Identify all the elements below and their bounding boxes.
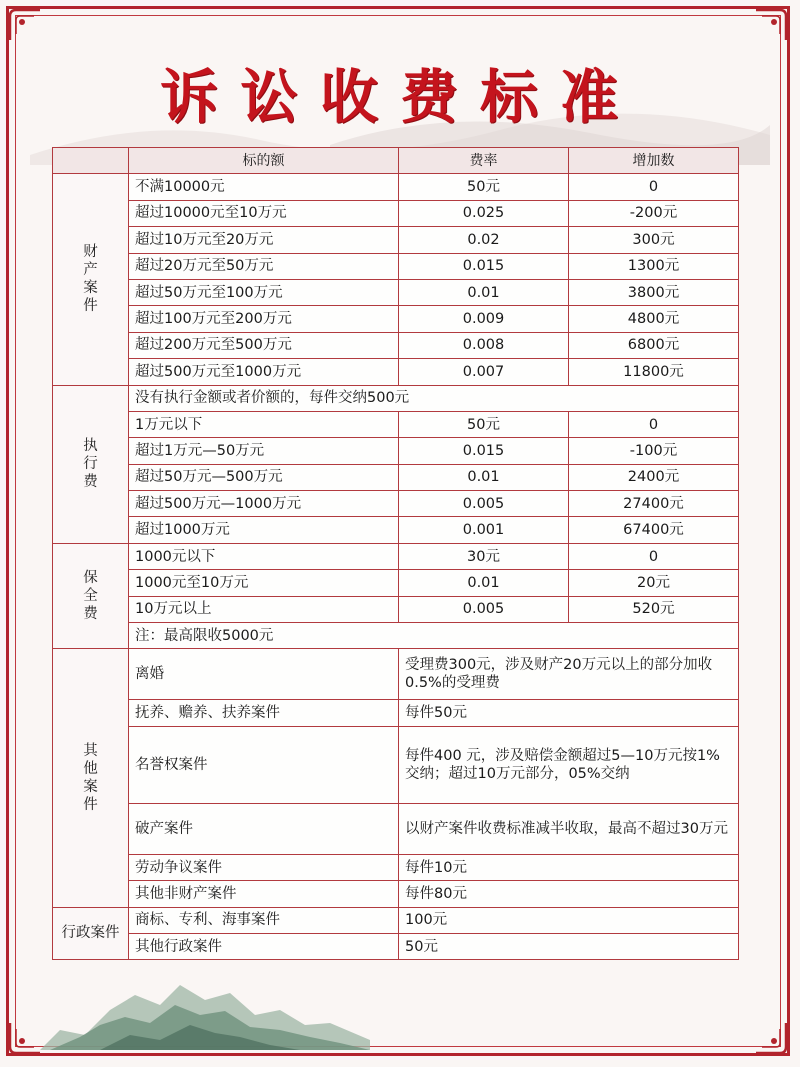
table-row xyxy=(53,933,739,959)
table-row xyxy=(53,543,739,569)
amount-cell: 1000元以下 xyxy=(129,543,399,569)
table-row xyxy=(53,227,739,253)
add-cell: 0 xyxy=(569,174,739,200)
page-title: 诉讼收费标准 xyxy=(159,63,640,131)
add-cell: 520元 xyxy=(569,596,739,622)
corner-ornament-icon xyxy=(8,1021,42,1055)
table-header-row xyxy=(53,148,739,174)
header-amount: 标的额 xyxy=(129,148,399,174)
table-row xyxy=(53,306,739,332)
amount-cell: 超过10000元至10万元 xyxy=(129,200,399,226)
rate-cell: 0.009 xyxy=(399,306,569,332)
case-type-cell: 抚养、赡养、扶养案件 xyxy=(129,700,399,726)
fee-table xyxy=(52,147,739,960)
rate-cell: 0.005 xyxy=(399,491,569,517)
add-cell: 11800元 xyxy=(569,359,739,385)
amount-cell: 超过20万元至50万元 xyxy=(129,253,399,279)
case-type-cell: 劳动争议案件 xyxy=(129,854,399,880)
category-execution: 执行费 xyxy=(53,385,129,543)
category-property: 财产案件 xyxy=(53,174,129,385)
table-row xyxy=(53,649,739,700)
rate-cell: 0.008 xyxy=(399,332,569,358)
table-row xyxy=(53,623,739,649)
table-row xyxy=(53,854,739,880)
case-type-cell: 其他行政案件 xyxy=(129,933,399,959)
rate-cell: 0.025 xyxy=(399,200,569,226)
amount-cell: 超过500万元至1000万元 xyxy=(129,359,399,385)
add-cell: -200元 xyxy=(569,200,739,226)
add-cell: 6800元 xyxy=(569,332,739,358)
amount-cell: 超过100万元至200万元 xyxy=(129,306,399,332)
rate-cell: 0.005 xyxy=(399,596,569,622)
case-fee-cell: 每件10元 xyxy=(399,854,739,880)
rate-cell: 0.01 xyxy=(399,570,569,596)
add-cell: -100元 xyxy=(569,438,739,464)
add-cell: 3800元 xyxy=(569,279,739,305)
execution-note: 没有执行金额或者价额的，每件交纳500元 xyxy=(129,385,739,411)
rate-cell: 0.01 xyxy=(399,464,569,490)
add-cell: 2400元 xyxy=(569,464,739,490)
corner-ornament-icon xyxy=(754,8,788,42)
table-row xyxy=(53,881,739,907)
table-row xyxy=(53,385,739,411)
case-type-cell: 离婚 xyxy=(129,649,399,700)
add-cell: 0 xyxy=(569,411,739,437)
table-row xyxy=(53,803,739,854)
add-cell: 4800元 xyxy=(569,306,739,332)
amount-cell: 不满10000元 xyxy=(129,174,399,200)
table-row xyxy=(53,279,739,305)
header-category xyxy=(53,148,129,174)
case-type-cell: 名誉权案件 xyxy=(129,726,399,803)
rate-cell: 0.007 xyxy=(399,359,569,385)
table-row xyxy=(53,438,739,464)
rate-cell: 0.015 xyxy=(399,253,569,279)
amount-cell: 1000元至10万元 xyxy=(129,570,399,596)
case-fee-cell: 100元 xyxy=(399,907,739,933)
rate-cell: 0.001 xyxy=(399,517,569,543)
mountain-landscape-art xyxy=(40,975,370,1050)
rate-cell: 30元 xyxy=(399,543,569,569)
amount-cell: 1万元以下 xyxy=(129,411,399,437)
case-fee-cell: 以财产案件收费标准减半收取，最高不超过30万元 xyxy=(399,803,739,854)
add-cell: 1300元 xyxy=(569,253,739,279)
rate-cell: 0.015 xyxy=(399,438,569,464)
rate-cell: 50元 xyxy=(399,411,569,437)
table-row xyxy=(53,359,739,385)
table-row xyxy=(53,174,739,200)
amount-cell: 超过200万元至500万元 xyxy=(129,332,399,358)
header-add: 增加数 xyxy=(569,148,739,174)
table-row xyxy=(53,411,739,437)
table-row xyxy=(53,596,739,622)
amount-cell: 超过500万元—1000万元 xyxy=(129,491,399,517)
case-type-cell: 其他非财产案件 xyxy=(129,881,399,907)
add-cell: 27400元 xyxy=(569,491,739,517)
amount-cell: 超过10万元至20万元 xyxy=(129,227,399,253)
table-row xyxy=(53,491,739,517)
category-other: 其他案件 xyxy=(53,649,129,907)
rate-cell: 0.02 xyxy=(399,227,569,253)
rate-cell: 0.01 xyxy=(399,279,569,305)
amount-cell: 超过1000万元 xyxy=(129,517,399,543)
case-type-cell: 商标、专利、海事案件 xyxy=(129,907,399,933)
case-fee-cell: 每件50元 xyxy=(399,700,739,726)
table-row xyxy=(53,464,739,490)
table-row xyxy=(53,332,739,358)
table-row xyxy=(53,726,739,803)
case-fee-cell: 受理费300元，涉及财产20万元以上的部分加收0.5%的受理费 xyxy=(399,649,739,700)
amount-cell: 10万元以上 xyxy=(129,596,399,622)
category-preservation: 保全费 xyxy=(53,543,129,649)
category-administrative: 行政案件 xyxy=(53,907,129,960)
amount-cell: 超过50万元至100万元 xyxy=(129,279,399,305)
table-row xyxy=(53,700,739,726)
table-row xyxy=(53,253,739,279)
corner-ornament-icon xyxy=(754,1021,788,1055)
table-row xyxy=(53,570,739,596)
table-row xyxy=(53,200,739,226)
add-cell: 300元 xyxy=(569,227,739,253)
add-cell: 67400元 xyxy=(569,517,739,543)
add-cell: 0 xyxy=(569,543,739,569)
add-cell: 20元 xyxy=(569,570,739,596)
corner-ornament-icon xyxy=(8,8,42,42)
amount-cell: 超过1万元—50万元 xyxy=(129,438,399,464)
table-row xyxy=(53,517,739,543)
case-fee-cell: 50元 xyxy=(399,933,739,959)
amount-cell: 超过50万元—500万元 xyxy=(129,464,399,490)
rate-cell: 50元 xyxy=(399,174,569,200)
table-row xyxy=(53,907,739,933)
case-fee-cell: 每件80元 xyxy=(399,881,739,907)
case-fee-cell: 每件400 元，涉及赔偿金额超过5—10万元按1%交纳；超过10万元部分，05%交纳 xyxy=(399,726,739,803)
header-rate: 费率 xyxy=(399,148,569,174)
case-type-cell: 破产案件 xyxy=(129,803,399,854)
preservation-note: 注：最高限收5000元 xyxy=(129,623,739,649)
